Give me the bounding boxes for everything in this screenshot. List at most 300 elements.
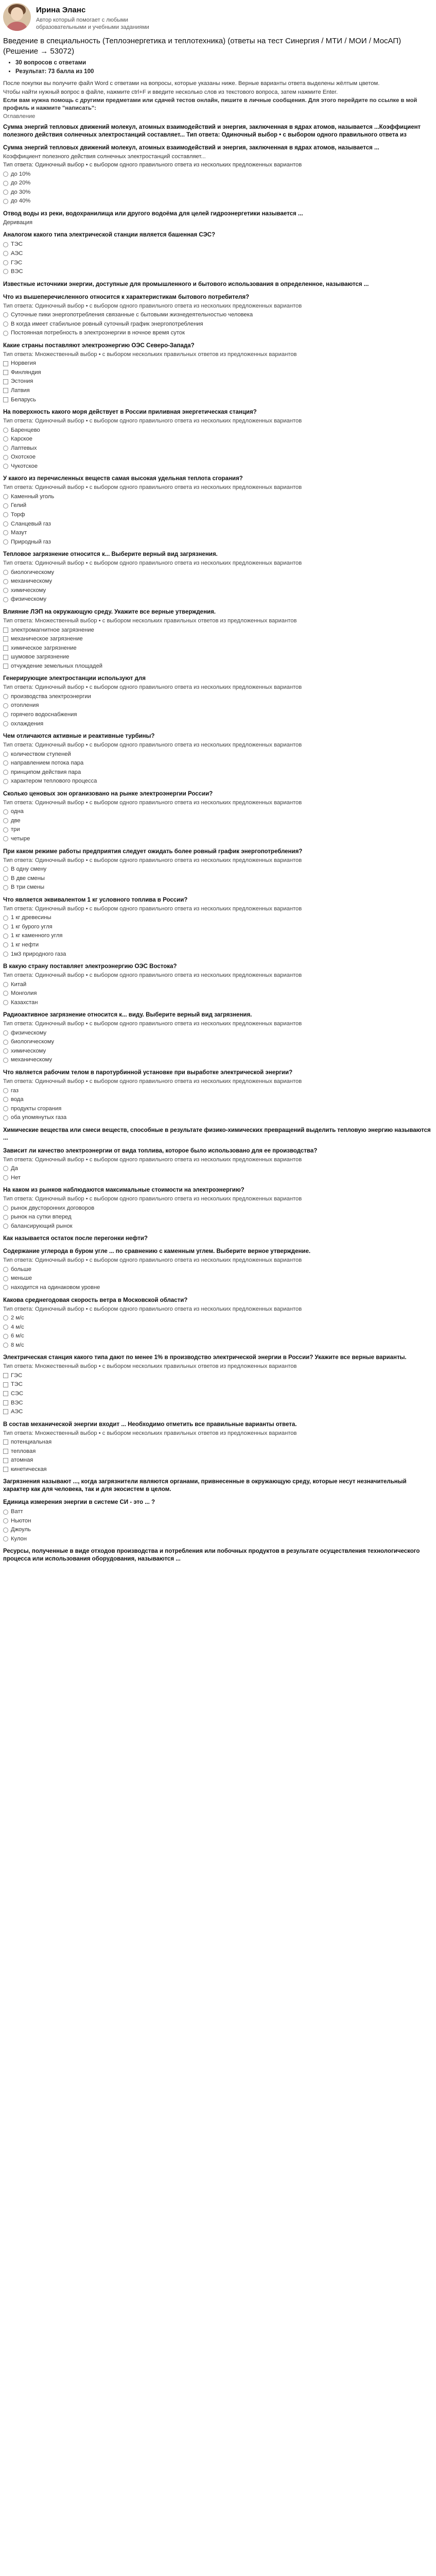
answer-option-label: биологическому [11, 569, 55, 575]
checkbox-icon[interactable] [3, 1449, 8, 1454]
answer-option-label: Чукотское [11, 463, 38, 469]
question-block [3, 1147, 432, 1182]
answer-option[interactable] [3, 1105, 432, 1113]
answer-option[interactable] [3, 197, 432, 205]
answer-option[interactable] [3, 720, 432, 728]
radio-icon[interactable] [3, 1175, 8, 1180]
answer-option-label: ВЭС [11, 1399, 23, 1406]
answer-option[interactable] [3, 951, 432, 958]
answer-option[interactable] [3, 1275, 432, 1282]
answer-option-label: четыре [11, 836, 30, 842]
answer-option[interactable] [3, 569, 432, 577]
answer-option-label: Эстония [11, 378, 33, 385]
answer-option[interactable] [3, 866, 432, 873]
radio-icon[interactable] [3, 934, 8, 939]
radio-icon[interactable] [3, 809, 8, 815]
radio-icon[interactable] [3, 1040, 8, 1045]
radio-icon[interactable] [3, 694, 8, 699]
answer-option-label: рынок двусторонних договоров [11, 1205, 95, 1211]
radio-icon[interactable] [3, 570, 8, 575]
answer-option[interactable] [3, 1332, 432, 1340]
answer-option-label: ТЭС [11, 1381, 23, 1388]
radio-icon[interactable] [3, 991, 8, 996]
radio-icon[interactable] [3, 539, 8, 545]
answer-option-label: отчуждение земельных площадей [11, 663, 103, 669]
question-note: Коэффициент полезного действия солнечных электростанций составляет... [3, 153, 206, 160]
question-title: Ресурсы, полученные в виде отходов производства и потребления или побочных продуктов в результате осуществления технологического процесса или использования оборудования, называются ... [3, 1548, 420, 1563]
radio-icon[interactable] [3, 181, 8, 186]
intro [3, 80, 432, 121]
answer-option[interactable] [3, 520, 432, 528]
radio-icon[interactable] [3, 172, 8, 177]
radio-icon[interactable] [3, 1276, 8, 1281]
question-block [3, 675, 432, 727]
answer-option-label: количеством ступеней [11, 751, 71, 757]
answer-option[interactable] [3, 435, 432, 443]
radio-icon[interactable] [3, 446, 8, 451]
checkbox-icon[interactable] [3, 361, 8, 366]
stats-list [15, 59, 432, 76]
answer-option[interactable] [3, 1047, 432, 1055]
answer-option[interactable] [3, 1381, 432, 1388]
radio-icon[interactable] [3, 779, 8, 784]
radio-icon[interactable] [3, 588, 8, 593]
answer-option[interactable] [3, 702, 432, 709]
answer-option[interactable] [3, 1056, 432, 1064]
checkbox-icon[interactable] [3, 1458, 8, 1463]
answer-option-label: Джоуль [11, 1527, 31, 1533]
answer-option-label: химическому [11, 587, 46, 594]
radio-icon[interactable] [3, 530, 8, 535]
question-type: Тип ответа: Одиночный выбор • с выбором одного правильного ответа из нескольких предложенных вариантов [3, 684, 302, 691]
question-block [3, 608, 432, 670]
answer-option-label: механическому [11, 578, 53, 585]
checkbox-icon[interactable] [3, 388, 8, 393]
question-title: Какова среднегодовая скорость ветра в Московской области? [3, 1297, 188, 1303]
answer-option[interactable] [3, 1114, 432, 1122]
answer-option[interactable] [3, 635, 432, 643]
answer-option-label: оба упомянутых газа [11, 1114, 67, 1121]
answer-option[interactable] [3, 1448, 432, 1455]
radio-icon[interactable] [3, 1206, 8, 1211]
question-block [3, 848, 432, 891]
answer-option[interactable] [3, 663, 432, 670]
radio-icon[interactable] [3, 331, 8, 336]
answer-option-label: производства электроэнергии [11, 693, 91, 700]
radio-icon[interactable] [3, 579, 8, 584]
answer-option[interactable] [3, 1174, 432, 1182]
answer-option-label: 1 кг древесины [11, 914, 51, 921]
answer-option-label: находится на одинаковом уровне [11, 1284, 100, 1291]
checkbox-icon[interactable] [3, 1391, 8, 1396]
radio-icon[interactable] [3, 952, 8, 957]
question-title: Электрическая станция какого типа дают по менее 1% в производство электрической энергии в России? Укажите все верные варианты. [3, 1354, 407, 1361]
answer-option-label: атомная [11, 1457, 33, 1464]
answer-option[interactable] [3, 626, 432, 634]
question-type: Тип ответа: Одиночный выбор • с выбором одного правильного ответа из нескольких предложенных вариантов [3, 972, 302, 979]
answer-option[interactable] [3, 463, 432, 470]
radio-icon[interactable] [3, 721, 8, 726]
answer-option[interactable] [3, 1399, 432, 1407]
radio-icon[interactable] [3, 982, 8, 987]
question-type: Тип ответа: Одиночный выбор • с выбором одного правильного ответа из нескольких предложенных вариантов [3, 905, 302, 912]
radio-icon[interactable] [3, 503, 8, 509]
question-block [3, 790, 432, 843]
answer-option[interactable] [3, 1517, 432, 1525]
radio-icon[interactable] [3, 1536, 8, 1541]
radio-icon[interactable] [3, 455, 8, 460]
answer-option-label: 1 кг нефти [11, 941, 39, 948]
radio-icon[interactable] [3, 760, 8, 766]
radio-icon[interactable] [3, 885, 8, 890]
answer-option-label: рынок на сутки вперед [11, 1214, 72, 1221]
answer-option-label: одна [11, 808, 24, 815]
answer-option[interactable] [3, 1372, 432, 1380]
checkbox-icon[interactable] [3, 1439, 8, 1445]
checkbox-icon[interactable] [3, 1373, 8, 1378]
radio-icon[interactable] [3, 1088, 8, 1093]
radio-icon[interactable] [3, 942, 8, 947]
answer-option-label: Гелий [11, 502, 27, 509]
answer-option[interactable] [3, 538, 432, 546]
answer-option-label: ГЭС [11, 259, 23, 266]
answer-option[interactable] [3, 1342, 432, 1349]
question-title: На каком из рынков наблюдаются максимальные стоимости на электроэнергию? [3, 1187, 245, 1194]
checkbox-icon[interactable] [3, 1400, 8, 1405]
answer-option[interactable] [3, 250, 432, 258]
radio-icon[interactable] [3, 597, 8, 602]
radio-icon[interactable] [3, 924, 8, 929]
question-block [3, 144, 432, 205]
question-block [3, 342, 432, 403]
radio-icon[interactable] [3, 199, 8, 204]
answer-option-label: продукты сгорания [11, 1105, 62, 1112]
answer-option-label: Охотское [11, 454, 36, 461]
radio-icon[interactable] [3, 1334, 8, 1339]
radio-icon[interactable] [3, 321, 8, 327]
answer-option[interactable] [3, 453, 432, 461]
radio-icon[interactable] [3, 242, 8, 247]
question-block [3, 294, 432, 337]
radio-icon[interactable] [3, 752, 8, 757]
answer-option[interactable] [3, 777, 432, 785]
question-block [3, 1187, 432, 1230]
answer-option[interactable] [3, 320, 432, 328]
answer-option[interactable] [3, 396, 432, 404]
radio-icon[interactable] [3, 703, 8, 708]
answer-option[interactable] [3, 511, 432, 519]
question-type: Тип ответа: Одиночный выбор • с выбором одного правильного ответа из нескольких предложенных вариантов [3, 1257, 302, 1264]
radio-icon[interactable] [3, 1166, 8, 1171]
answer-option[interactable] [3, 1205, 432, 1212]
radio-icon[interactable] [3, 1325, 8, 1330]
answer-option-label: принципом действия пара [11, 769, 81, 775]
radio-icon[interactable] [3, 1267, 8, 1272]
question-type: Тип ответа: Множественный выбор • с выбором нескольких правильных ответов из предложенных вариантов [3, 351, 297, 358]
checkbox-icon[interactable] [3, 1467, 8, 1472]
answer-option[interactable] [3, 1535, 432, 1543]
checkbox-icon[interactable] [3, 636, 8, 641]
radio-icon[interactable] [3, 1215, 8, 1220]
radio-icon[interactable] [3, 1048, 8, 1054]
answer-option[interactable] [3, 808, 432, 816]
question-block [3, 124, 432, 139]
author-block [3, 3, 432, 31]
question-title: Влияние ЛЭП на окружающую среду. Укажите все верные утверждения. [3, 609, 216, 616]
answer-option-label: Казахстан [11, 999, 38, 1006]
question-type: Тип ответа: Одиночный выбор • с выбором одного правильного ответа из нескольких предложенных вариантов [3, 1078, 302, 1084]
answer-option[interactable] [3, 1408, 432, 1416]
question-type: Тип ответа: Одиночный выбор • с выбором одного правильного ответа из нескольких предложенных вариантов [3, 560, 302, 567]
checkbox-icon[interactable] [3, 664, 8, 669]
answer-option[interactable] [3, 1087, 432, 1095]
question-title: Генерирующие электростанции используют для [3, 675, 146, 682]
answer-option[interactable] [3, 268, 432, 276]
answer-option[interactable] [3, 578, 432, 585]
radio-icon[interactable] [3, 770, 8, 775]
question-block [3, 1127, 432, 1142]
radio-icon[interactable] [3, 1518, 8, 1523]
answer-option-label: кинетическая [11, 1466, 47, 1472]
radio-icon[interactable] [3, 818, 8, 823]
answer-option-label: вода [11, 1096, 24, 1103]
answer-option[interactable] [3, 1314, 432, 1322]
answer-option[interactable] [3, 1038, 432, 1046]
radio-icon[interactable] [3, 1315, 8, 1320]
question-type: Тип ответа: Множественный выбор • с выбором нескольких правильных ответов из предложенных вариантов [3, 1430, 297, 1436]
checkbox-icon[interactable] [3, 370, 8, 375]
answer-option[interactable] [3, 835, 432, 843]
checkbox-icon[interactable] [3, 628, 8, 633]
stats-item: • Результат: 73 балла из 100 [15, 68, 432, 76]
answer-option-label: газ [11, 1087, 19, 1094]
answer-option[interactable] [3, 1284, 432, 1292]
answer-option-label: шумовое загрязнение [11, 654, 69, 660]
answer-option[interactable] [3, 817, 432, 825]
answer-option-label: механическому [11, 1057, 53, 1063]
answer-option-label: 2 м/с [11, 1315, 24, 1321]
author-name[interactable]: Ирина Эланс [36, 6, 86, 14]
question-title: Зависит ли качество электроэнергии от вида топлива, которое было использовано для ее производства? [3, 1147, 318, 1154]
radio-icon[interactable] [3, 876, 8, 881]
question-type: Тип ответа: Одиночный выбор • с выбором одного правильного ответа из нескольких предложенных вариантов [3, 1156, 302, 1163]
answer-option[interactable] [3, 1324, 432, 1331]
radio-icon[interactable] [3, 436, 8, 442]
answer-option[interactable] [3, 693, 432, 701]
radio-icon[interactable] [3, 260, 8, 265]
answer-option[interactable] [3, 769, 432, 776]
radio-icon[interactable] [3, 464, 8, 469]
answer-option-label: Ватт [11, 1509, 23, 1515]
question-type: Тип ответа: Одиночный выбор • с выбором одного правильного ответа из нескольких предложенных вариантов [3, 1196, 302, 1202]
answer-option-label: до 20% [11, 180, 31, 187]
answer-option[interactable] [3, 1508, 432, 1516]
question-type: Тип ответа: Множественный выбор • с выбором нескольких правильных ответов из предложенных вариантов [3, 1363, 297, 1370]
intro-purchase-text: После покупки вы получите файл Word с ответами на вопросы, которые указаны ниже. Верные варианты ответа выделены жёлтым цветом. [3, 80, 380, 87]
question-block [3, 1478, 432, 1494]
checkbox-icon[interactable] [3, 1382, 8, 1387]
answer-option[interactable] [3, 427, 432, 434]
radio-icon[interactable] [3, 1285, 8, 1290]
question-title: В состав механической энергии входит ... Необходимо отметить все правильные варианты ответа. [3, 1421, 297, 1428]
answer-option-label: 6 м/с [11, 1333, 24, 1340]
answer-option[interactable] [3, 981, 432, 989]
question-type: Тип ответа: Одиночный выбор • с выбором одного правильного ответа из нескольких предложенных вариантов [3, 418, 302, 425]
answer-option-label: Китай [11, 981, 27, 988]
question-title: Что является рабочим телом в паротурбинной установке при выработке электрической энергии? [3, 1070, 293, 1076]
answer-option-label: Да [11, 1165, 18, 1172]
answer-option-label: 1 кг бурого угля [11, 923, 53, 930]
radio-icon[interactable] [3, 190, 8, 195]
answer-option[interactable] [3, 875, 432, 883]
answer-option[interactable] [3, 179, 432, 187]
answer-option[interactable] [3, 941, 432, 949]
answer-option[interactable] [3, 502, 432, 510]
question-title: Радиоактивное загрязнение относится к... виду. Выберите верный вид загрязнения. [3, 1012, 252, 1019]
answer-option[interactable] [3, 711, 432, 719]
radio-icon[interactable] [3, 312, 8, 317]
question-title: Известные источники энергии, доступные для промышленного и бытового использования в определенное, называются ... [3, 281, 369, 287]
answer-option-label: Сланцевый газ [11, 520, 51, 527]
radio-icon[interactable] [3, 1030, 8, 1036]
answer-option[interactable] [3, 1390, 432, 1398]
answer-option-label: Латвия [11, 387, 30, 394]
answer-option-label: Каменный уголь [11, 493, 55, 500]
stats-item: • 30 вопросов с ответами [15, 59, 432, 67]
answer-option[interactable] [3, 587, 432, 595]
checkbox-icon[interactable] [3, 379, 8, 384]
answer-option[interactable] [3, 999, 432, 1007]
radio-icon[interactable] [3, 916, 8, 921]
answer-option[interactable] [3, 259, 432, 267]
answer-option[interactable] [3, 1223, 432, 1230]
radio-icon[interactable] [3, 1097, 8, 1102]
answer-option[interactable] [3, 932, 432, 940]
radio-icon[interactable] [3, 1510, 8, 1515]
answer-option[interactable] [3, 445, 432, 452]
answer-option-label: АЭС [11, 1409, 23, 1415]
radio-icon[interactable] [3, 1106, 8, 1111]
answer-option-label: В две смены [11, 875, 45, 882]
radio-icon[interactable] [3, 1528, 8, 1533]
radio-icon[interactable] [3, 269, 8, 274]
question-title: В какую страну поставляет электроэнергию ОЭС Востока? [3, 963, 177, 970]
answer-option[interactable] [3, 596, 432, 603]
answer-option[interactable] [3, 171, 432, 178]
answer-option[interactable] [3, 493, 432, 501]
checkbox-icon[interactable] [3, 655, 8, 660]
answer-option-label: три [11, 826, 20, 833]
answer-option-label: отопления [11, 702, 39, 709]
question-type: Тип ответа: Одиночный выбор • с выбором одного правильного ответа из нескольких предложенных вариантов [3, 484, 302, 491]
author-avatar[interactable] [3, 3, 31, 31]
answer-option[interactable] [3, 751, 432, 758]
answer-option[interactable] [3, 1266, 432, 1274]
question-type: Тип ответа: Множественный выбор • с выбором нескольких правильных ответов из предложенных вариантов [3, 617, 297, 624]
question-title: Загрязнения называют ..., когда загрязнители являются органами, привнесенные в окружающую среду, которые несут незначительный характер как для человека, так и для экосистем в целом. [3, 1479, 407, 1493]
answer-option[interactable] [3, 387, 432, 395]
answer-option[interactable] [3, 826, 432, 834]
answer-option[interactable] [3, 378, 432, 385]
answer-option-label: Постоянная потребность в электроэнергии в ночное время суток [11, 330, 185, 336]
question-block [3, 1069, 432, 1122]
answer-option[interactable] [3, 189, 432, 196]
question-type: Тип ответа: Одиночный выбор • с выбором одного правильного ответа из нескольких предложенных вариантов [3, 1021, 302, 1027]
answer-option[interactable] [3, 1526, 432, 1534]
question-type: Тип ответа: Одиночный выбор • с выбором одного правильного ответа из нескольких предложенных вариантов [3, 742, 302, 749]
answer-option-label: до 30% [11, 189, 31, 195]
radio-icon[interactable] [3, 836, 8, 841]
answer-option-label: Нет [11, 1174, 21, 1181]
radio-icon[interactable] [3, 521, 8, 527]
answer-option[interactable] [3, 653, 432, 661]
answer-option[interactable] [3, 369, 432, 377]
answer-option[interactable] [3, 1096, 432, 1104]
answer-option-label: Баренцево [11, 427, 40, 433]
answer-option-label: механическое загрязнение [11, 636, 83, 642]
radio-icon[interactable] [3, 251, 8, 256]
answer-option[interactable] [3, 645, 432, 652]
checkbox-icon[interactable] [3, 646, 8, 651]
answer-option[interactable] [3, 1165, 432, 1173]
answer-option[interactable] [3, 923, 432, 931]
answer-option-label: химическое загрязнение [11, 645, 77, 651]
author-info [36, 3, 170, 31]
question-block [3, 963, 432, 1006]
answer-option[interactable] [3, 1213, 432, 1221]
answer-option-label: Кулон [11, 1535, 27, 1542]
answer-option-label: ВЭС [11, 268, 23, 275]
radio-icon[interactable] [3, 494, 8, 499]
answer-option[interactable] [3, 1456, 432, 1464]
answer-option[interactable] [3, 1438, 432, 1446]
radio-icon[interactable] [3, 827, 8, 833]
answer-option-label: тепловая [11, 1448, 36, 1454]
radio-icon[interactable] [3, 1058, 8, 1063]
answer-option[interactable] [3, 311, 432, 319]
question-block [3, 1011, 432, 1064]
radio-icon[interactable] [3, 1115, 8, 1121]
checkbox-icon[interactable] [3, 1409, 8, 1414]
answer-option[interactable] [3, 329, 432, 337]
answer-option-label: направлением потока пара [11, 760, 84, 767]
answer-option[interactable] [3, 990, 432, 997]
answer-option[interactable] [3, 1466, 432, 1473]
answer-option[interactable] [3, 241, 432, 248]
answer-option[interactable] [3, 759, 432, 767]
answer-option[interactable] [3, 360, 432, 367]
radio-icon[interactable] [3, 428, 8, 433]
answer-option[interactable] [3, 529, 432, 537]
answer-option-label: Торф [11, 512, 25, 518]
radio-icon[interactable] [3, 712, 8, 717]
radio-icon[interactable] [3, 1224, 8, 1229]
intro-contact-text: Если вам нужна помощь с другими предметами или сдачей тестов онлайн, пишите в личные сообщения. Для этого перейдите по ссылке в мой профиль и нажмите "написать": [3, 97, 417, 111]
radio-icon[interactable] [3, 1000, 8, 1005]
page-title: Введение в специальность (Теплоэнергетика и теплотехника) (ответы на тест Синергия / МТИ / МОИ / МосАП) (Решение → 53072) [3, 37, 402, 56]
radio-icon[interactable] [3, 1343, 8, 1348]
answer-option-label: до 40% [11, 198, 31, 205]
answer-option[interactable] [3, 914, 432, 922]
answer-option[interactable] [3, 1029, 432, 1037]
checkbox-icon[interactable] [3, 397, 8, 402]
answer-option[interactable] [3, 884, 432, 891]
question-block [3, 1248, 432, 1291]
radio-icon[interactable] [3, 867, 8, 872]
answer-option-label: меньше [11, 1275, 32, 1282]
radio-icon[interactable] [3, 512, 8, 517]
answer-option-label: 4 м/с [11, 1324, 24, 1330]
